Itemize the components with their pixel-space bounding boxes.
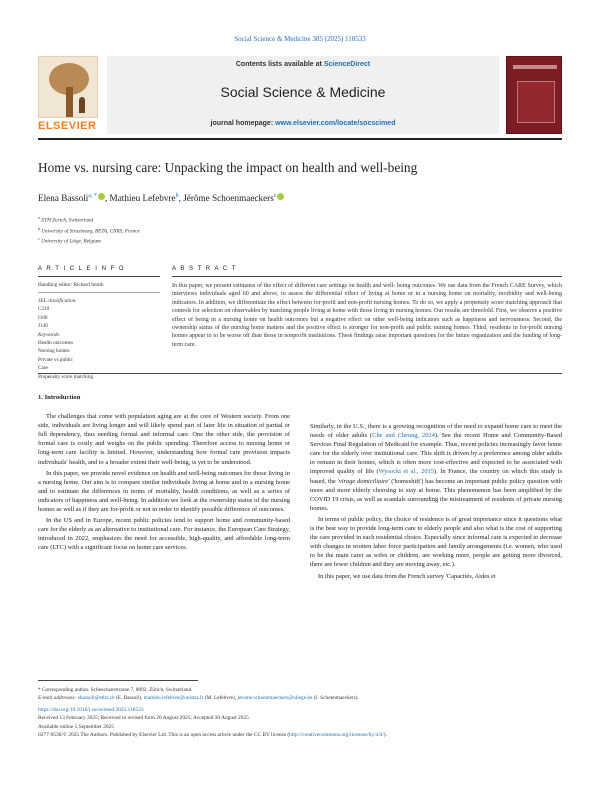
abstract-divider	[172, 276, 562, 277]
keyword: Nursing homes	[38, 348, 70, 355]
contents-prefix: Contents lists available at	[235, 61, 322, 68]
author-list: Elena Bassoli$^{a, *}$ , Mathieu Lefebvre$^b$, Jérôme Schoenmaeckers$^c$	[38, 193, 562, 203]
affiliation-item: $^c$ University of Liège, Belgium	[38, 236, 101, 246]
abstract-heading: A B S T R A C T	[172, 266, 237, 272]
body-paragraph: The challenges that come with population aging are at the core of Western society. From one side, individuals are living longer and will likely spend part of later life in situation of partial or full dependency, thus needing formal and informal care. One the other side, the provision of formal care is costly and weighs on the public spending. Therefore access to nursing home or long-term care facility is limited. However, understanding how formal care provision impacts individuals' health, and to a broader extent their well-being, is yet to be understood.	[38, 413, 290, 466]
email-line: E-mail addresses: ebassoli@ethz.ch (E. Bassoli), mathieu.lefebvre@unistra.fr (M. Lefebvre), jerome.schoenmaeckers@uliege.be (J. Schoenmaeckers).	[38, 695, 359, 702]
doi-link[interactable]: https://doi.org/10.1016/j.socscimed.2025.118533	[38, 707, 144, 713]
email-link[interactable]: mathieu.lefebvre@unistra.fr	[143, 695, 204, 702]
received-dates: Received 13 February 2025; Received in revised form 20 August 2025; Accepted 30 August 2025	[38, 715, 249, 722]
homepage-line	[107, 120, 499, 127]
jel-code: J140	[38, 323, 48, 330]
article-info-heading: A R T I C L E I N F O	[38, 266, 126, 272]
body-paragraph: Similarly, in the U.S., there is a growing recognition of the need to expand home care to meet the needs of older adults (Che and Cheung, 2024). See the recent Home and Community-Based Services Final Regulation of Medicaid for example. Thus, recent policies increasingly favor home care for the elderly over institutional care. This shift is driven by a preference among older adults to remain in their homes, which is often more cost-effective and expected to be associated with improved quality of life (Wysocki et al., 2015). In France, the country on which this study is based, the 'virage domiciliaire' ('homeshift') has become an important public policy question with more and more elderly choosing to stay at home. This phenomenon has been amplified by the COVID 19 crisis, as well as scandals surrounding the mistreatment of residents of private nursing homes.	[310, 423, 562, 512]
classification-block	[38, 297, 160, 381]
citation-link[interactable]: Wysocki et al., 2015	[378, 468, 434, 476]
handling-editor: Handling editor: Richard Smith	[38, 282, 104, 288]
journal-title: Social Science & Medicine	[220, 84, 386, 100]
orcid-icon[interactable]	[98, 193, 105, 200]
footnotes	[38, 686, 562, 702]
jel-code: I100	[38, 314, 48, 321]
elsevier-tree-logo-icon	[38, 56, 98, 118]
author-affiliation-mark[interactable]: a, *	[88, 193, 97, 199]
sciencedirect-link[interactable]: ScienceDirect	[323, 61, 371, 68]
body-paragraph: In the US and in Europe, recent public policies tend to support home and community-based care for the elderly as an alternative to institutional care. For instance, the European Care Strategy, introduced in 2022, emphasizes the need for accessible, high-quality, and affordable long-term care (LTC) with a significant focus on home care services.	[38, 517, 290, 552]
homepage-prefix: journal homepage:	[210, 120, 274, 127]
front-matter-divider	[38, 373, 562, 374]
citation-link[interactable]: Che and Cheung, 2024	[372, 432, 435, 440]
handling-divider	[38, 292, 160, 293]
body-paragraph: In this paper, we use data from the French survey 'Capacités, Aides et	[318, 572, 496, 580]
abstract-text: In this paper, we present estimates of the effect of different care settings on health and well- being outcomes. We use data from the French CARE Survey, which interviews individuals aged 60 and above, to assess the differential effect of living at home or in a nursing home on mortality, morbidity and well-being indicators. In addition, we differentiate the effect between for-profit and non-profit nursing homes. To do so, we apply a propensity score matching approach that controls for selection on observables by matching people living at home with those living in nursing homes. Our results are threefold. First, we observe a positive effect of being in a nursing home on health outcomes but a negative effect on other well-being indicators such as happiness and nervousness. Second, the ownership status of the nursing home matters and the positive effect is stronger for non-profit and public nursing homes. Third, residents in for-profit nursing homes appear to to be worse off than those in nonprofit institutions. These findings raise important questions for the future organization and the funding of long-term care.	[172, 283, 562, 348]
homepage-link[interactable]: www.elsevier.com/locate/socscimed	[275, 120, 396, 127]
publication-info	[38, 706, 562, 740]
journal-citation[interactable]: Social Science & Medicine 385 (2025) 118533	[234, 35, 366, 43]
affiliation-item: $^a$ ETH Zurich, Switzerland	[38, 215, 94, 224]
journal-cover-icon[interactable]	[506, 56, 562, 134]
body-column-left	[38, 393, 290, 553]
paper-title: Home vs. nursing care: Unpacking the impact on health and well-being	[38, 160, 418, 175]
author-name: Jérôme Schoenmaeckers	[183, 193, 274, 204]
author-affiliation-mark[interactable]: c	[273, 193, 277, 199]
email-link[interactable]: jerome.schoenmaeckers@uliege.be	[237, 695, 313, 702]
section-heading: 1. Introduction	[38, 394, 81, 401]
orcid-icon[interactable]	[277, 193, 284, 200]
author-affiliation-mark[interactable]: b	[175, 193, 179, 199]
keyword: Care	[38, 365, 48, 372]
available-date: Available online 5 September 2025	[38, 723, 114, 730]
journal-header	[107, 56, 499, 134]
license-line: 0277-9536/© 2025 The Authors. Published by Elsevier Ltd. This is an open access article under the CC BY license (http://creativecommons.org/licenses/by/4.0/).	[38, 732, 387, 739]
elsevier-logo[interactable]	[38, 56, 98, 134]
affiliation-item: $^b$ University of Strasbourg, BETA, CNRS, France	[38, 225, 140, 235]
header-divider	[38, 138, 562, 140]
jel-code: C210	[38, 306, 50, 313]
footnote-divider	[38, 680, 198, 681]
article-info-divider	[38, 276, 160, 277]
keywords-label: Keywords:	[38, 331, 61, 338]
elsevier-wordmark: ELSEVIER	[38, 120, 97, 132]
jel-label: JEL classification:	[38, 298, 77, 304]
author-name: Mathieu Lefebvre	[109, 193, 176, 204]
keyword: Propensity score matching	[38, 373, 94, 380]
affiliations	[38, 214, 338, 246]
keyword: Health outcomes	[38, 340, 74, 347]
body-paragraph: In terms of public policy, the choice of residence is of great importance since it questions what is the best way to provide long-term care to elderly people and also what is the cost of supporting the care provided in each residential choice. Especially since informal care is expected to decrease with changes in women labor force participation and family arrangements (i.e. women, who used to be the main carer as wifes or children, are working more, people are getting more divorced, there are fewer children and they are moving away, etc.).	[310, 515, 562, 569]
keyword: Private vs public	[38, 356, 73, 363]
license-link[interactable]: http://creativecommons.org/licenses/by/4.0/	[289, 732, 384, 739]
email-link[interactable]: ebassoli@ethz.ch	[77, 695, 115, 702]
author-name: Elena Bassoli	[38, 193, 89, 204]
corresponding-author-note: * Corresponding author. Scheuchzerstrasse 7, 8092, Zürich, Switzerland.	[38, 687, 193, 693]
body-paragraph: In this paper, we provide novel evidence on health and well-being outcomes for those living in a nursing home. Our aim is to compare similar individuals living at home and in a nursing home and to estimate the differences in terms of mortality, health conditions, as well as a series of indicators of happiness and well-being. In addition we look at the ownership status of the nursing homes as well as if they are for-profit or not in order to identify possible difference of outcomes.	[38, 469, 290, 514]
body-column-right	[310, 422, 562, 581]
contents-line	[107, 61, 499, 68]
